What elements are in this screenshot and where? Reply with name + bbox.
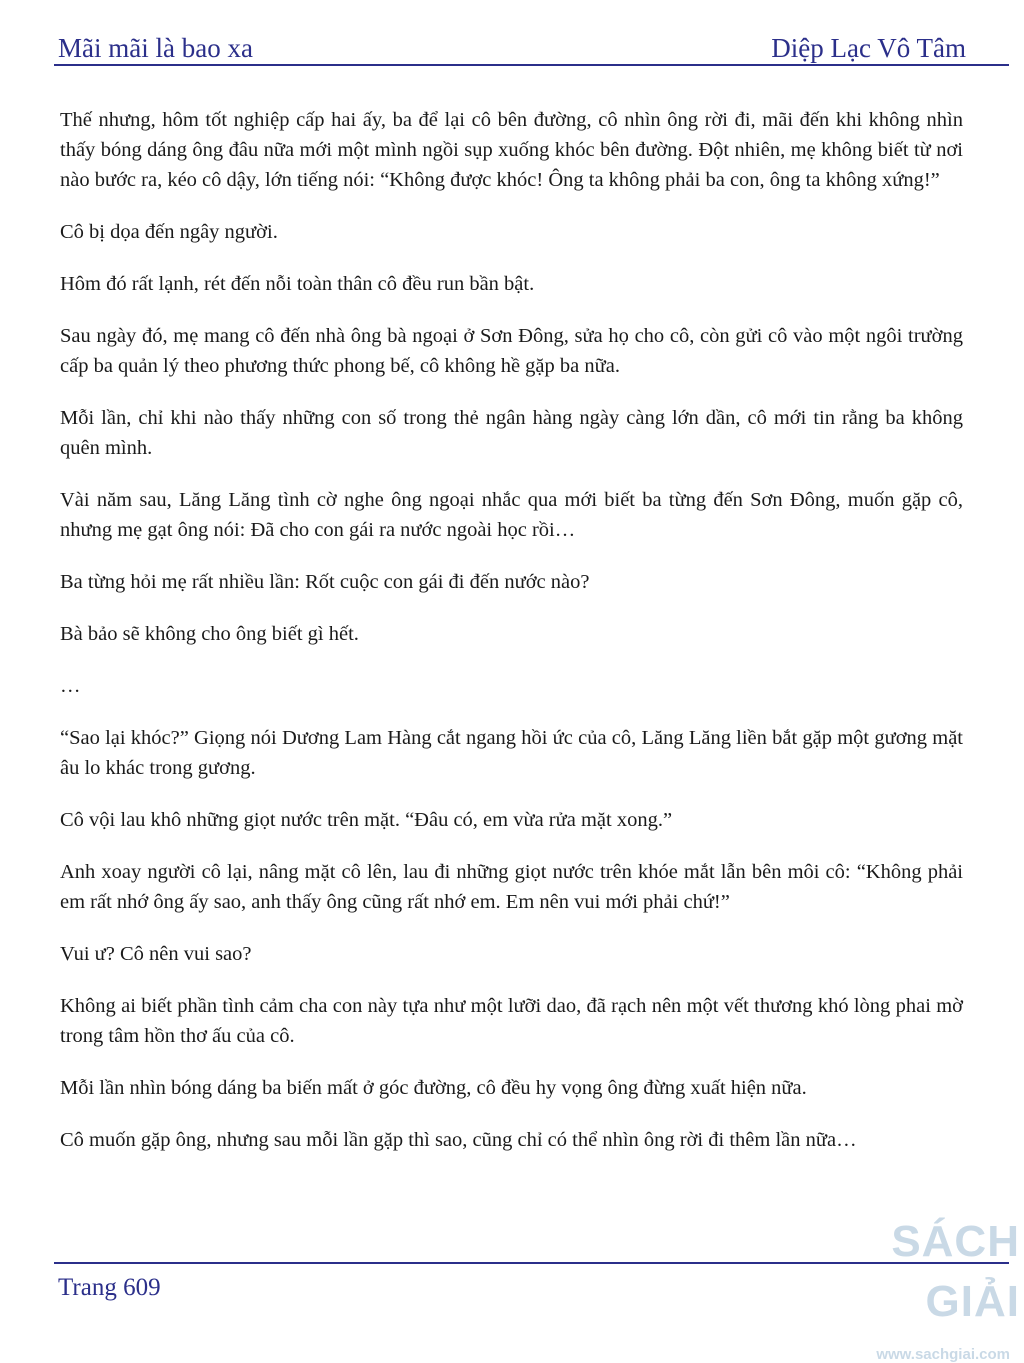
paragraph: Mỗi lần, chỉ khi nào thấy những con số trong thẻ ngân hàng ngày càng lớn dần, cô mới tin rằng ba không quên mình.: [60, 407, 963, 459]
page-header: [58, 24, 966, 64]
paragraph: Ba từng hỏi mẹ rất nhiều lần: Rốt cuộc con gái đi đến nước nào?: [60, 571, 590, 593]
book-author: Diệp Lạc Vô Tâm: [771, 33, 966, 63]
paragraph: Bà bảo sẽ không cho ông biết gì hết.: [60, 623, 359, 645]
paragraph: Thế nhưng, hôm tốt nghiệp cấp hai ấy, ba để lại cô bên đường, cô nhìn ông rời đi, mãi đến khi không nhìn thấy bóng dáng ông đâu nữa mới một mình ngồi sụp xuống khóc bên đường. Đột nhiên, mẹ không biết từ nơi nào bước ra, kéo cô dậy, lớn tiếng nói: “Không được khóc! Ông ta không phải ba con, ông ta không xứng!”: [60, 109, 963, 191]
paragraph: Mỗi lần nhìn bóng dáng ba biến mất ở góc đường, cô đều hy vọng ông đừng xuất hiện nữa.: [60, 1077, 807, 1099]
page-body: [60, 105, 963, 1177]
paragraph: Sau ngày đó, mẹ mang cô đến nhà ông bà ngoại ở Sơn Đông, sửa họ cho cô, còn gửi cô vào một ngôi trường cấp ba quản lý theo phương thức phong bế, cô không hề gặp ba nữa.: [60, 325, 963, 377]
paragraph: Cô bị dọa đến ngây người.: [60, 221, 278, 243]
paragraph: Hôm đó rất lạnh, rét đến nỗi toàn thân cô đều run bần bật.: [60, 273, 535, 295]
watermark-url: www.sachgiai.com: [876, 1346, 1010, 1363]
watermark-logo: [810, 1212, 1020, 1332]
paragraph: Cô vội lau khô những giọt nước trên mặt. “Đâu có, em vừa rửa mặt xong.”: [60, 809, 673, 831]
header-divider: [54, 64, 1009, 66]
paragraph: …: [60, 675, 81, 697]
paragraph: “Sao lại khóc?” Giọng nói Dương Lam Hàng cắt ngang hồi ức của cô, Lăng Lăng liền bắt gặp một gương mặt âu lo khác trong gương.: [60, 727, 963, 779]
book-title: Mãi mãi là bao xa: [58, 33, 253, 63]
watermark: [810, 1212, 1020, 1363]
paragraph: Vui ư? Cô nên vui sao?: [60, 943, 252, 965]
paragraph: Vài năm sau, Lăng Lăng tình cờ nghe ông ngoại nhắc qua mới biết ba từng đến Sơn Đông, muốn gặp cô, nhưng mẹ gạt ông nói: Đã cho con gái ra nước ngoài học rồi…: [60, 489, 963, 541]
paragraph: Cô muốn gặp ông, nhưng sau mỗi lần gặp thì sao, cũng chỉ có thể nhìn ông rời đi thêm lần nữa…: [60, 1129, 857, 1151]
paragraph: Anh xoay người cô lại, nâng mặt cô lên, lau đi những giọt nước trên khóe mắt lẫn bên môi cô: “Không phải em rất nhớ ông ấy sao, anh thấy ông cũng rất nhớ em. Em nên vui mới phải chứ!”: [60, 861, 963, 913]
page-number: Trang 609: [58, 1274, 161, 1301]
watermark-logo-text: SÁCH GIẢI: [891, 1217, 1020, 1326]
paragraph: Không ai biết phần tình cảm cha con này tựa như một lưỡi dao, đã rạch nên một vết thương khó lòng phai mờ trong tâm hồn thơ ấu của cô.: [60, 995, 963, 1047]
